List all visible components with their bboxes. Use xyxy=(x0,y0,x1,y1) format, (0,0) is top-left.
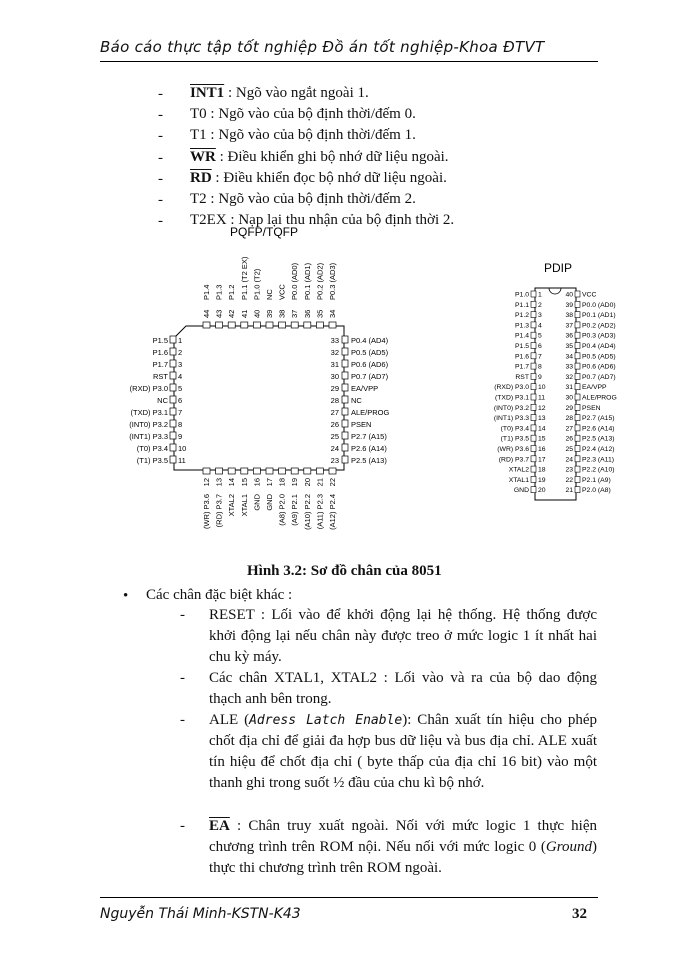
pqfp-left-name: (TXD) P3.1 xyxy=(130,408,168,417)
pin-box xyxy=(575,446,580,452)
pin-box xyxy=(253,322,260,328)
pin-box xyxy=(342,360,348,367)
pin-box xyxy=(170,348,176,355)
pqfp-right-name: NC xyxy=(351,396,362,405)
pin-box xyxy=(531,363,536,369)
pin-desc: : Nạp lại thu nhận của bộ định thời 2. xyxy=(226,212,455,228)
pqfp-bottom-num: 18 xyxy=(277,478,287,487)
pqfp-top-name: P0.2 (AD2) xyxy=(315,262,325,300)
pdip-left-name: (T0) P3.4 xyxy=(500,425,529,433)
pqfp-right-name: P0.6 (AD6) xyxy=(351,360,389,369)
pdip-right-num: 39 xyxy=(565,301,573,309)
pdip-right-name: P0.1 (AD1) xyxy=(582,312,616,320)
pdip-right-num: 32 xyxy=(565,373,573,381)
pqfp-right-name: ALE/PROG xyxy=(351,408,390,417)
ea-pre: : Chân truy xuất ngoài. Nối với mức logic 1 thực hiện chương trình trên ROM nội. Nếu nối với mức logic 0 ( xyxy=(209,818,597,855)
pdip-left-num: 11 xyxy=(538,394,546,402)
pin-box xyxy=(170,360,176,367)
pdip-right-num: 27 xyxy=(565,425,573,433)
pin-name: $\overline{RD}$ xyxy=(190,170,212,186)
pqfp-right-num: 26 xyxy=(330,420,339,429)
pdip-right-name: P0.5 (AD5) xyxy=(582,353,616,361)
pqfp-top-name: P0.1 (AD1) xyxy=(302,262,312,300)
pqfp-right-num: 23 xyxy=(330,456,339,465)
pqfp-left-name: P1.6 xyxy=(152,348,168,357)
pdip-right-name: P0.3 (AD3) xyxy=(582,332,616,340)
pin-box xyxy=(531,487,536,493)
pin-box xyxy=(170,432,176,439)
ea-paragraph xyxy=(209,816,597,879)
pdip-right-num: 30 xyxy=(565,394,573,402)
pdip-right-num: 29 xyxy=(565,404,573,412)
pdip-right-num: 25 xyxy=(565,446,573,453)
pqfp-top-name: VCC xyxy=(277,284,287,300)
pin-desc: : Ngõ vào ngắt ngoài 1. xyxy=(224,85,369,101)
pdip-left-name: (T1) P3.5 xyxy=(500,435,529,443)
bullet-icon: • xyxy=(123,588,129,604)
pqfp-bottom-num: 14 xyxy=(227,478,237,487)
pdip-right-num: 35 xyxy=(565,343,573,350)
pdip-left-num: 19 xyxy=(538,476,546,484)
pqfp-right-name: P2.5 (A13) xyxy=(351,456,387,465)
pin-box xyxy=(304,468,311,474)
pdip-left-num: 10 xyxy=(538,384,546,392)
pqfp-top-num: 34 xyxy=(328,309,337,318)
pqfp-right-num: 25 xyxy=(330,432,339,441)
pdip-left-name: P1.1 xyxy=(515,301,529,309)
pqfp-left-name: (INT1) P3.3 xyxy=(129,432,168,441)
pin-box xyxy=(342,408,348,415)
pdip-left-num: 1 xyxy=(538,291,542,299)
pqfp-top-num: 35 xyxy=(315,309,325,318)
pdip-left-num: 14 xyxy=(538,425,546,433)
pdip-left-name: (WR) P3.6 xyxy=(497,446,529,453)
pdip-left-num: 8 xyxy=(538,363,542,371)
ale-italic: Adress Latch Enable xyxy=(249,713,403,728)
pqfp-top-name: P1.3 xyxy=(214,284,224,300)
pdip-left-num: 7 xyxy=(538,353,542,361)
pqfp-bottom-name: (A11) P2.3 xyxy=(315,494,325,530)
pqfp-left-num: 4 xyxy=(178,372,183,381)
pqfp-left-num: 2 xyxy=(178,348,183,357)
pin-box xyxy=(170,420,176,427)
pdip-left-name: XTAL2 xyxy=(508,466,529,474)
ea-post: ) thực thi chương trình trên ROM ngoài. xyxy=(209,839,597,876)
pdip-left-name: P1.6 xyxy=(515,353,529,361)
pdip-notch xyxy=(549,288,561,294)
pin-desc: : Ngõ vào của bộ định thời/đếm 2. xyxy=(206,191,416,207)
pdip-left-num: 15 xyxy=(538,435,546,443)
pin-desc: : Ngõ vào của bộ định thời/đếm 1. xyxy=(206,127,416,143)
pin-box xyxy=(291,322,298,328)
pdip-right-name: P2.1 (A9) xyxy=(582,476,611,484)
pin-box xyxy=(531,394,536,400)
pin-box xyxy=(575,312,580,318)
reset-paragraph: RESET : Lối vào để khởi động lại hệ thống. Hệ thống được khởi động lại nếu chân này được treo ở mức logic 1 ít nhất hai chu kỳ máy. xyxy=(209,607,597,665)
pdip-right-num: 28 xyxy=(565,415,573,423)
pdip-right-name: P2.2 (A10) xyxy=(582,466,615,474)
pin-box xyxy=(575,384,580,390)
pqfp-top-num: 37 xyxy=(290,309,300,318)
pdip-left-name: P1.5 xyxy=(515,343,529,350)
pin-box xyxy=(531,435,536,441)
pin-box xyxy=(531,466,536,472)
pin-box xyxy=(342,420,348,427)
pin-box xyxy=(291,468,298,474)
pdip-left-name: XTAL1 xyxy=(508,476,529,484)
pdip-right-name: P2.7 (A15) xyxy=(582,415,615,423)
ale-post: ): Chân xuất tín hiệu cho phép chốt địa chỉ để giải đa hợp bus dữ liệu và bus địa chỉ. ALE xuất tín hiệu để chốt địa chỉ ( byte thấp của địa chỉ 16 bit) vào một thanh ghi trong suốt ½ đầu của chu kì bộ nhớ. xyxy=(209,712,597,791)
pin-box xyxy=(266,468,273,474)
pdip-left-num: 13 xyxy=(538,415,546,423)
pdip-left-num: 12 xyxy=(538,404,546,412)
pin-box xyxy=(575,363,580,369)
pqfp-bottom-name: GND xyxy=(265,494,274,511)
pin-box xyxy=(279,322,286,328)
pqfp-bottom-name: GND xyxy=(252,494,262,511)
pqfp-top-name: P1.1 (T2 EX) xyxy=(239,256,249,300)
pin-name: T0 xyxy=(190,106,207,122)
pqfp-left-num: 9 xyxy=(178,432,183,441)
pqfp-bottom-name: (WR) P3.6 xyxy=(202,494,211,530)
pin-box xyxy=(531,476,536,482)
pin-box xyxy=(531,353,536,359)
pqfp-left-name: NC xyxy=(157,396,168,405)
pin-box xyxy=(531,404,536,410)
pin-box xyxy=(575,291,580,297)
pqfp-top-name: P1.4 xyxy=(202,284,211,300)
pin-name: $\overline{WR}$ xyxy=(190,149,216,165)
pin-box xyxy=(575,425,580,431)
page-number: 32 xyxy=(572,906,587,922)
pqfp-bottom-num: 17 xyxy=(265,478,274,487)
pdip-right-name: P0.2 (AD2) xyxy=(582,322,616,330)
pin-box xyxy=(228,468,235,474)
ea-italic: Ground xyxy=(545,839,592,855)
pdip-right-num: 21 xyxy=(565,487,573,495)
ale-paragraph xyxy=(209,710,597,794)
pin-box xyxy=(531,312,536,318)
pin-box xyxy=(241,468,248,474)
pin-box xyxy=(216,468,223,474)
pdip-right-name: P2.5 (A13) xyxy=(582,435,615,443)
pin-box xyxy=(575,476,580,482)
pin-box xyxy=(575,415,580,421)
pin-name: T1 xyxy=(190,127,207,143)
pdip-left-name: (TXD) P3.1 xyxy=(495,394,529,402)
pin-box xyxy=(342,432,348,439)
pin-box xyxy=(342,348,348,355)
pdip-right-num: 24 xyxy=(565,456,573,464)
dash-marker: - xyxy=(180,818,185,834)
pin-box xyxy=(531,343,536,349)
dash-marker: - xyxy=(158,86,163,102)
pdip-left-name: P1.0 xyxy=(515,291,529,299)
pqfp-title: PQFP/TQFP xyxy=(230,225,299,239)
pin-name: INT1 xyxy=(190,85,225,101)
pin-box xyxy=(342,384,348,391)
pqfp-left-num: 3 xyxy=(178,360,183,369)
pdip-right-num: 23 xyxy=(565,466,573,474)
pdip-left-name: (RXD) P3.0 xyxy=(494,384,529,392)
pin-box xyxy=(575,487,580,493)
pqfp-left-name: P1.5 xyxy=(152,336,168,345)
pqfp-left-name: RST xyxy=(153,372,168,381)
dash-marker: - xyxy=(180,670,185,686)
pin-desc: : Điều khiển ghi bộ nhớ dữ liệu ngoài. xyxy=(215,149,449,165)
pqfp-bottom-name: (A12) P2.4 xyxy=(328,494,337,530)
pqfp-right-num: 32 xyxy=(330,348,339,357)
pdip-left-num: 20 xyxy=(538,487,546,495)
pdip-right-name: P0.4 (AD4) xyxy=(582,343,616,350)
dash-marker: - xyxy=(158,150,163,166)
pdip-right-name: P2.3 (A11) xyxy=(582,456,614,464)
pin-box xyxy=(316,322,323,328)
pqfp-bottom-num: 16 xyxy=(252,478,262,487)
pdip-left-num: 18 xyxy=(538,466,546,474)
pdip-left-num: 16 xyxy=(538,446,546,453)
pqfp-left-num: 7 xyxy=(178,408,183,417)
pin-box xyxy=(342,372,348,379)
pin-box xyxy=(531,332,536,338)
pin-box xyxy=(575,466,580,472)
footer-author: Nguyễn Thái Minh-KSTN-K43 xyxy=(100,906,301,922)
pin-box xyxy=(203,322,210,328)
pdip-right-num: 22 xyxy=(565,476,573,484)
pdip-right-name: P0.6 (AD6) xyxy=(582,363,616,371)
pin-name: T2EX xyxy=(190,212,227,228)
pin-box xyxy=(170,444,176,451)
pqfp-top-name: P0.3 (AD3) xyxy=(328,262,337,300)
pqfp-left-name: P1.7 xyxy=(152,360,168,369)
pqfp-right-num: 24 xyxy=(330,444,339,453)
pdip-left-name: P1.7 xyxy=(515,363,529,371)
pqfp-bottom-num: 21 xyxy=(315,478,325,487)
ea-label: $\overline{EA}$ xyxy=(209,818,230,834)
pdip-right-name: P2.4 (A12) xyxy=(582,446,615,453)
special-pins-intro: Các chân đặc biệt khác : xyxy=(146,587,293,603)
dash-marker: - xyxy=(158,107,163,123)
pdip-right-name: P0.7 (AD7) xyxy=(582,373,616,381)
pin-box xyxy=(575,456,580,462)
pdip-left-name: RST xyxy=(515,373,529,381)
pin-box xyxy=(575,301,580,307)
pqfp-left-name: (INT0) P3.2 xyxy=(129,420,168,429)
pqfp-top-num: 41 xyxy=(239,309,249,318)
dash-marker: - xyxy=(158,213,163,229)
dash-marker: - xyxy=(158,192,163,208)
pin-desc: : Ngõ vào của bộ định thời/đếm 0. xyxy=(206,106,416,122)
pin-box xyxy=(203,468,210,474)
pin-box xyxy=(531,446,536,452)
pdip-left-name: (INT0) P3.2 xyxy=(493,404,529,412)
pqfp-top-name: P1.2 xyxy=(227,284,237,300)
pqfp-left-name: (T1) P3.5 xyxy=(136,456,168,465)
pdip-right-name: P2.6 (A14) xyxy=(582,425,615,433)
pin-box xyxy=(304,322,311,328)
pdip-left-num: 9 xyxy=(538,373,542,381)
pqfp-right-name: P0.4 (AD4) xyxy=(351,336,389,345)
pqfp-left-num: 1 xyxy=(178,336,183,345)
pin-box xyxy=(170,372,176,379)
pqfp-top-name: P1.0 (T2) xyxy=(252,268,262,300)
pdip-right-num: 26 xyxy=(565,435,573,443)
pdip-left-num: 2 xyxy=(538,301,542,309)
pin-box xyxy=(531,456,536,462)
pqfp-right-name: P2.7 (A15) xyxy=(351,432,387,441)
pqfp-bottom-num: 12 xyxy=(202,478,211,487)
pqfp-bottom-name: (A9) P2.1 xyxy=(290,494,300,526)
pin-box xyxy=(531,373,536,379)
pqfp-right-num: 31 xyxy=(330,360,339,369)
pin-box xyxy=(531,322,536,328)
pdip-left-num: 3 xyxy=(538,312,542,320)
footer-divider xyxy=(100,897,598,898)
dash-marker: - xyxy=(158,171,163,187)
page-header: Báo cáo thực tập tốt nghiệp Đồ án tốt nghiệp-Khoa ĐTVT xyxy=(100,38,545,56)
pqfp-right-name: EA/VPP xyxy=(351,384,379,393)
pin-box xyxy=(170,384,176,391)
pqfp-bottom-num: 13 xyxy=(214,478,224,487)
pqfp-top-num: 40 xyxy=(252,309,262,318)
pdip-left-num: 4 xyxy=(538,322,542,330)
pqfp-right-name: PSEN xyxy=(351,420,372,429)
pqfp-right-name: P0.7 (AD7) xyxy=(351,372,389,381)
pqfp-top-name: NC xyxy=(265,289,274,300)
pin-name: T2 xyxy=(190,191,207,207)
pin-box xyxy=(531,291,536,297)
pqfp-top-num: 39 xyxy=(265,309,274,318)
pdip-left-name: GND xyxy=(513,487,529,495)
pin-box xyxy=(342,336,348,343)
pqfp-left-num: 10 xyxy=(178,444,187,453)
pqfp-bottom-name: XTAL1 xyxy=(239,494,249,517)
pqfp-top-num: 36 xyxy=(302,309,312,318)
pin-box xyxy=(342,444,348,451)
pin-desc: : Điều khiển đọc bộ nhớ dữ liệu ngoài. xyxy=(211,170,447,186)
pqfp-bottom-name: XTAL2 xyxy=(227,494,237,517)
pin-box xyxy=(575,394,580,400)
pdip-title: PDIP xyxy=(544,261,573,275)
pin-box xyxy=(329,322,336,328)
pin-box xyxy=(316,468,323,474)
pdip-right-num: 34 xyxy=(565,353,573,361)
pin-box xyxy=(253,468,260,474)
pdip-left-num: 17 xyxy=(538,456,546,464)
pin-box xyxy=(266,322,273,328)
pqfp-bottom-name: (RD) P3.7 xyxy=(214,494,224,528)
pqfp-left-num: 6 xyxy=(178,396,183,405)
pqfp-top-num: 42 xyxy=(227,309,237,318)
pqfp-top-num: 43 xyxy=(214,309,224,318)
pin-box xyxy=(329,468,336,474)
pqfp-left-num: 5 xyxy=(178,384,183,393)
pin-box xyxy=(342,456,348,463)
pin-box xyxy=(575,332,580,338)
pin-box xyxy=(228,322,235,328)
pdip-right-name: P0.0 (AD0) xyxy=(582,301,616,309)
pdip-left-name: (RD) P3.7 xyxy=(498,456,529,464)
pqfp-bottom-num: 20 xyxy=(302,478,312,487)
pdip-right-name: VCC xyxy=(582,291,597,299)
pqfp-bottom-num: 19 xyxy=(290,478,300,487)
pqfp-bottom-num: 22 xyxy=(328,478,337,487)
pin-box xyxy=(575,373,580,379)
pdip-right-num: 40 xyxy=(565,291,573,299)
pdip-left-num: 6 xyxy=(538,343,542,350)
pin-box xyxy=(531,415,536,421)
ale-pre: ALE ( xyxy=(209,712,250,728)
pin-box xyxy=(170,336,176,343)
pqfp-right-num: 28 xyxy=(330,396,339,405)
pdip-left-name: (INT1) P3.3 xyxy=(493,415,529,423)
pdip-left-name: P1.2 xyxy=(515,312,529,320)
pdip-left-name: P1.3 xyxy=(515,322,529,330)
pdip-right-num: 36 xyxy=(565,332,573,340)
pqfp-bottom-num: 15 xyxy=(239,478,249,487)
pdip-right-name: EA/VPP xyxy=(582,384,607,392)
pin-box xyxy=(575,435,580,441)
dash-marker: - xyxy=(158,128,163,144)
pqfp-top-num: 38 xyxy=(277,309,287,318)
dash-marker: - xyxy=(180,607,185,623)
pdip-left-num: 5 xyxy=(538,332,542,340)
pin-box xyxy=(279,468,286,474)
xtal-paragraph: Các chân XTAL1, XTAL2 : Lối vào và ra của bộ dao động thạch anh bên trong. xyxy=(209,670,597,707)
pin-box xyxy=(575,343,580,349)
pin-box xyxy=(342,396,348,403)
pin-box xyxy=(531,384,536,390)
pqfp-left-num: 8 xyxy=(178,420,183,429)
pqfp-right-name: P2.6 (A14) xyxy=(351,444,387,453)
pqfp-left-name: (T0) P3.4 xyxy=(136,444,168,453)
pqfp-top-name: P0.0 (AD0) xyxy=(290,262,300,300)
pin-box xyxy=(241,322,248,328)
pqfp-left-num: 11 xyxy=(178,456,186,465)
pqfp-right-num: 33 xyxy=(330,336,339,345)
pdip-right-num: 31 xyxy=(565,384,573,392)
pqfp-bottom-name: (A8) P2.0 xyxy=(277,494,287,526)
pqfp-bottom-name: (A10) P2.2 xyxy=(302,494,312,530)
pin-box xyxy=(170,408,176,415)
pdip-right-num: 37 xyxy=(565,322,573,330)
pdip-left-name: P1.4 xyxy=(515,332,529,340)
pin-box xyxy=(216,322,223,328)
pqfp-right-num: 27 xyxy=(330,408,339,417)
pdip-right-name: PSEN xyxy=(582,404,601,412)
pqfp-left-name: (RXD) P3.0 xyxy=(129,384,168,393)
pin-box xyxy=(575,404,580,410)
figure-caption: Hình 3.2: Sơ đồ chân của 8051 xyxy=(247,563,442,579)
pin-box xyxy=(531,425,536,431)
pdip-right-name: ALE/PROG xyxy=(582,394,617,402)
pin-box xyxy=(575,353,580,359)
pdip-right-name: P2.0 (A8) xyxy=(582,487,611,495)
pin-box xyxy=(575,322,580,328)
pqfp-body xyxy=(174,326,344,470)
pqfp-right-num: 29 xyxy=(330,384,339,393)
pqfp-right-num: 30 xyxy=(330,372,339,381)
dash-marker: - xyxy=(180,712,185,728)
pin-box xyxy=(170,456,176,463)
pdip-right-num: 38 xyxy=(565,312,573,320)
pin-box xyxy=(170,396,176,403)
pqfp-top-num: 44 xyxy=(202,309,211,318)
pin-box xyxy=(531,301,536,307)
pdip-right-num: 33 xyxy=(565,363,573,371)
pqfp-right-name: P0.5 (AD5) xyxy=(351,348,389,357)
